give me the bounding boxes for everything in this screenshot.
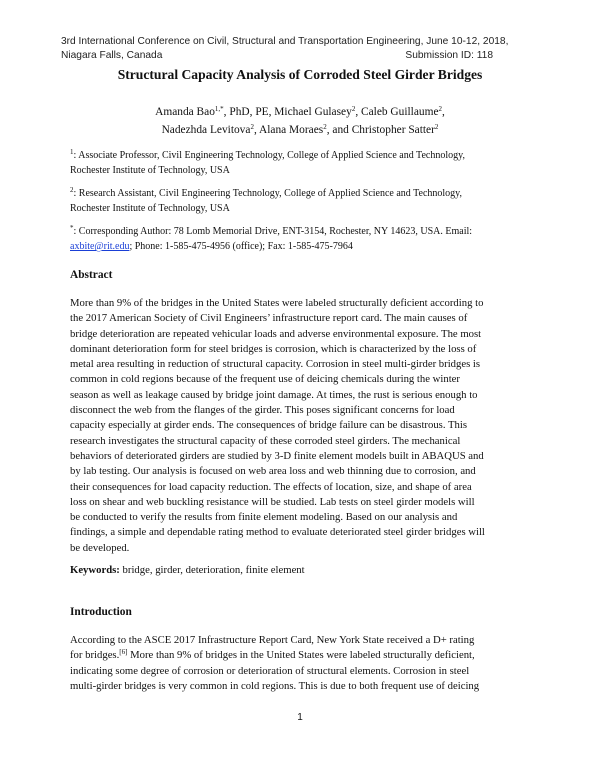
abstract-line: disconnect the web from the flanges of the girder. This poses significant concerns for load	[70, 404, 455, 417]
author-name: , Caleb Guillaume	[355, 106, 439, 118]
text-segment: More than 9% of bridges in the United States were labeled structurally deficient,	[127, 649, 475, 662]
abstract-line: More than 9% of the bridges in the United States were labeled structurally deficient according to	[70, 297, 484, 309]
author-name: Amanda Bao	[155, 106, 215, 118]
abstract-line: by lab testing. Our analysis is focused on web area loss and web thinning due to corrosion, and	[70, 465, 476, 478]
conference-line: 3rd International Conference on Civil, Structural and Transportation Engineering, June 10-12, 2018,	[61, 36, 509, 47]
text-line: According to the ASCE 2017 Infrastructure Report Card, New York State received a D+ rating	[70, 634, 475, 646]
abstract-line: findings, a simple and dependable rating method to evaluate deteriorated steel girder bridges will	[70, 526, 485, 539]
citation-ref: [6]	[119, 648, 128, 657]
abstract-line: loss on shear and web buckling resistance will be studied. Lab tests on steel girder models will	[70, 495, 475, 508]
page-number: 1	[297, 712, 303, 723]
author-superscript: 2	[434, 123, 439, 131]
conference-line-2	[61, 49, 493, 63]
affiliation-line	[70, 239, 540, 254]
keywords	[70, 564, 305, 576]
author-name: , PhD, PE, Michael Gulasey	[223, 106, 352, 118]
text-line: multi-girder bridges is very common in cold regions. This is due to both frequent use of deicing	[70, 679, 480, 692]
affiliation-line: Rochester Institute of Technology, USA	[70, 203, 230, 214]
affiliation-line: Rochester Institute of Technology, USA	[70, 165, 230, 176]
author-superscript: 1,*	[214, 105, 224, 113]
author-superscript: 2	[250, 123, 254, 131]
affiliation-superscript: *	[70, 224, 74, 232]
introduction-body	[70, 633, 546, 694]
text-segment: for bridges.	[70, 649, 120, 662]
text-line: indicating some degree of corrosion or deterioration of structural elements. Corrosion in steel	[70, 664, 470, 677]
abstract-line: their consequences for load capacity reduction. The effects of location, size, and shape of area	[70, 480, 472, 493]
affiliation-text: : Research Assistant, Civil Engineering Technology, College of Applied Science and Technology,	[73, 188, 463, 199]
author-name: , and Christopher Satter	[326, 124, 435, 136]
author-name: Nadezhda Levitova	[161, 124, 251, 136]
abstract-line: behaviors of deteriorated girders are studied by 3-D finite element models built in ABAQUS and	[70, 449, 484, 462]
affiliation-superscript: 1	[70, 148, 74, 156]
abstract-line: be developed.	[70, 541, 130, 554]
contact-phone-fax: ; Phone: 1-585-475-4956 (office); Fax: 1-585-475-7964	[129, 241, 353, 252]
author-line-1	[0, 103, 600, 121]
abstract-heading: Abstract	[70, 269, 113, 281]
author-name: , Alana Moraes	[253, 124, 324, 136]
author-superscript: 2	[351, 105, 356, 113]
abstract-line: research investigates the structural capacity of these corroded steel girders. The mechanical	[70, 434, 461, 447]
abstract-body	[70, 296, 546, 556]
affiliation-line	[70, 224, 540, 239]
paper-title: Structural Capacity Analysis of Corroded Steel Girder Bridges	[117, 67, 483, 82]
abstract-line: season as well as leakage caused by bridge joint damage. At times, the rust is serious enough to	[70, 388, 478, 401]
affiliation-2	[70, 186, 540, 216]
author-superscript: 2	[438, 105, 443, 113]
abstract-line: capacity especially at girder ends. The consequences of bridge failure can be disastrous. This	[70, 419, 467, 432]
corresponding-author	[70, 224, 540, 254]
affiliation-text: : Corresponding Author: 78 Lomb Memorial Drive, ENT-3154, Rochester, NY 14623, USA. Email:	[73, 226, 473, 237]
author-list	[0, 103, 600, 139]
text-line	[70, 648, 546, 663]
affiliation-1	[70, 148, 540, 178]
conference-location: Niagara Falls, Canada	[61, 50, 163, 61]
affiliation-superscript: 2	[70, 186, 74, 194]
email-link[interactable]: axbite@rit.edu	[70, 241, 130, 252]
author-line-2	[0, 121, 600, 139]
abstract-line: bridge deterioration are repeated vehicular loads and adverse environmental exposure. The most	[70, 327, 482, 340]
affiliation-text: : Associate Professor, Civil Engineering Technology, College of Applied Science and Technology,	[73, 150, 465, 161]
affiliation-line	[70, 186, 540, 201]
author-superscript: 2	[323, 123, 327, 131]
author-separator: ,	[442, 106, 445, 118]
abstract-line: the 2017 American Society of Civil Engineers’ infrastructure report card. The main causes of	[70, 312, 468, 325]
abstract-line: metal area resulting in reduction of structural capacity. Corrosion in steel multi-girder bridges is	[70, 358, 481, 371]
conference-header	[61, 35, 531, 63]
introduction-heading: Introduction	[70, 606, 132, 618]
submission-id: Submission ID: 118	[405, 50, 493, 61]
affiliation-line	[70, 148, 540, 163]
keywords-label: Keywords:	[70, 564, 120, 576]
keywords-text: bridge, girder, deterioration, finite element	[119, 564, 305, 576]
abstract-line: common in cold regions because of the frequent use of deicing chemicals during the winter	[70, 373, 460, 386]
abstract-line: dominant deterioration form for steel bridges is corrosion, which is characterized by the loss of	[70, 342, 477, 355]
abstract-line: be conducted to verify the results from finite element modeling. Based on our analysis and	[70, 511, 458, 524]
